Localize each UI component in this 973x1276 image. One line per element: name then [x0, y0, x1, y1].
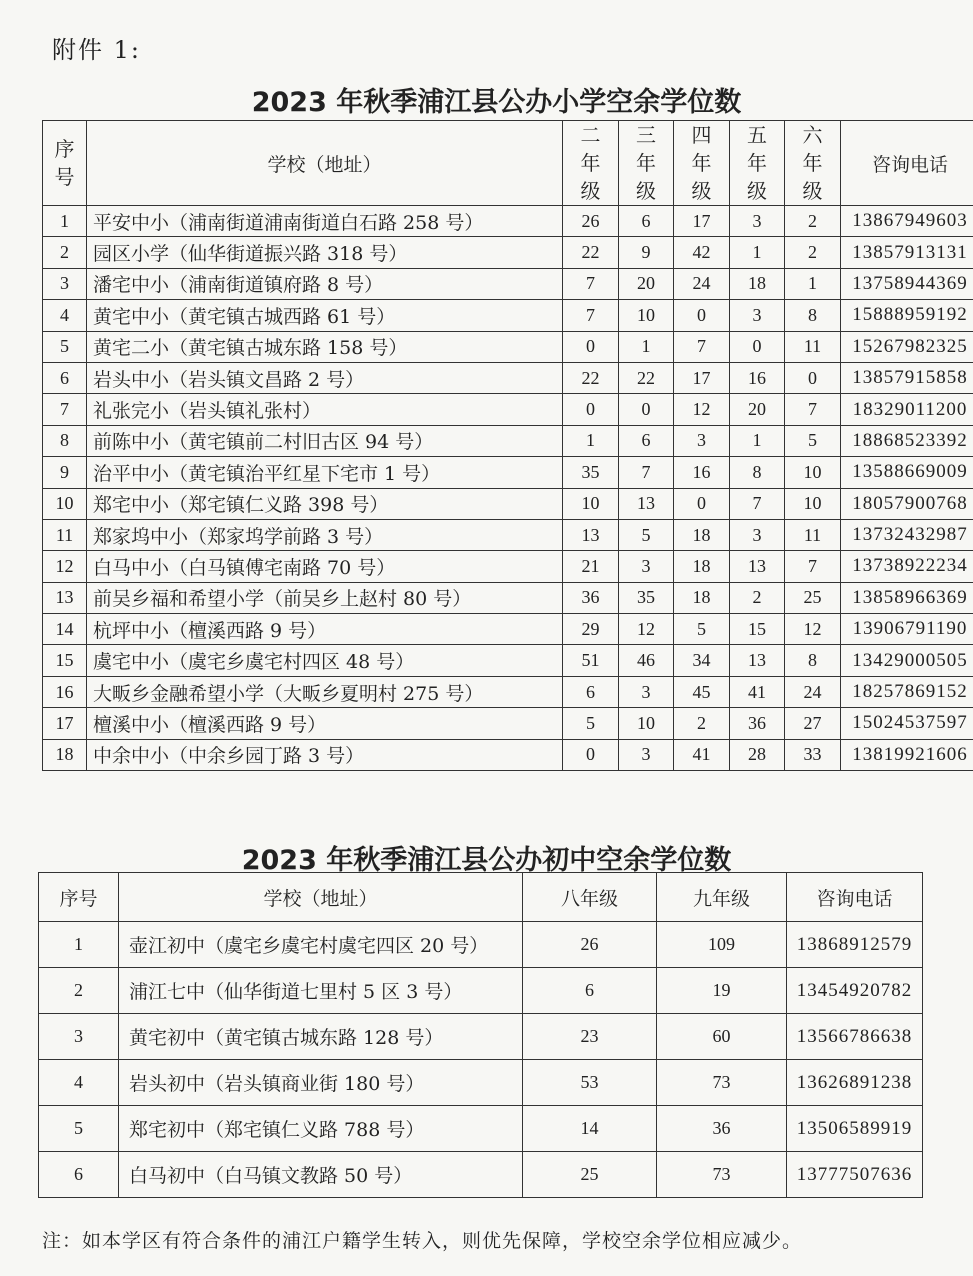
middle-school-table	[38, 872, 923, 1198]
cell-phone: 13857915858	[841, 362, 973, 393]
cell-grade-3: 1	[619, 331, 674, 362]
cell-grade-6: 5	[785, 425, 841, 456]
cell-grade-4: 24	[674, 268, 730, 299]
table-row	[39, 1106, 923, 1152]
cell-grade-5: 18	[730, 268, 785, 299]
cell-grade-5: 16	[730, 362, 785, 393]
cell-grade-6: 10	[785, 488, 841, 519]
table-row	[43, 551, 973, 582]
cell-phone: 13858966369	[841, 582, 973, 613]
primary-school-table	[42, 120, 973, 771]
cell-grade-3: 10	[619, 708, 674, 739]
cell-index: 3	[39, 1014, 119, 1060]
table-row	[43, 300, 973, 331]
cell-grade-3: 3	[619, 739, 674, 770]
header-phone: 咨询电话	[787, 873, 923, 922]
cell-grade-2: 0	[563, 394, 619, 425]
cell-school: 白马初中（白马镇文教路 50 号）	[119, 1152, 523, 1198]
cell-phone: 13506589919	[787, 1106, 923, 1152]
cell-grade-8: 53	[523, 1060, 657, 1106]
cell-grade-3: 46	[619, 645, 674, 676]
cell-grade-4: 0	[674, 300, 730, 331]
cell-grade-6: 8	[785, 300, 841, 331]
cell-phone: 18057900768	[841, 488, 973, 519]
cell-grade-4: 18	[674, 582, 730, 613]
cell-grade-2: 1	[563, 425, 619, 456]
header-grade-6: 六 年 级	[785, 121, 841, 206]
table-row	[43, 488, 973, 519]
cell-grade-4: 45	[674, 676, 730, 707]
cell-school: 白马中小（白马镇傅宅南路 70 号）	[87, 551, 563, 582]
cell-index: 1	[39, 922, 119, 968]
header-school: 学校（地址）	[87, 121, 563, 206]
cell-phone: 13454920782	[787, 968, 923, 1014]
cell-index: 6	[43, 362, 87, 393]
cell-grade-9: 73	[657, 1152, 787, 1198]
cell-index: 2	[43, 237, 87, 268]
cell-school: 杭坪中小（檀溪西路 9 号）	[87, 614, 563, 645]
cell-grade-3: 3	[619, 676, 674, 707]
cell-index: 8	[43, 425, 87, 456]
cell-school: 前陈中小（黄宅镇前二村旧古区 94 号）	[87, 425, 563, 456]
cell-grade-6: 25	[785, 582, 841, 613]
table-row	[43, 362, 973, 393]
cell-school: 礼张完小（岩头镇礼张村）	[87, 394, 563, 425]
cell-grade-2: 13	[563, 519, 619, 550]
cell-index: 7	[43, 394, 87, 425]
cell-phone: 13738922234	[841, 551, 973, 582]
cell-school: 郑家坞中小（郑家坞学前路 3 号）	[87, 519, 563, 550]
cell-grade-2: 26	[563, 206, 619, 237]
cell-grade-9: 19	[657, 968, 787, 1014]
cell-index: 9	[43, 457, 87, 488]
cell-index: 17	[43, 708, 87, 739]
cell-school: 黄宅中小（黄宅镇古城西路 61 号）	[87, 300, 563, 331]
cell-index: 13	[43, 582, 87, 613]
header-school: 学校（地址）	[119, 873, 523, 922]
cell-index: 4	[43, 300, 87, 331]
table-header-row	[39, 873, 923, 922]
cell-grade-5: 3	[730, 206, 785, 237]
cell-grade-2: 29	[563, 614, 619, 645]
cell-grade-8: 14	[523, 1106, 657, 1152]
cell-school: 中余中小（中余乡园丁路 3 号）	[87, 739, 563, 770]
cell-grade-3: 35	[619, 582, 674, 613]
cell-grade-4: 2	[674, 708, 730, 739]
table-row	[39, 968, 923, 1014]
cell-school: 岩头中小（岩头镇文昌路 2 号）	[87, 362, 563, 393]
cell-phone: 15267982325	[841, 331, 973, 362]
cell-grade-5: 3	[730, 519, 785, 550]
cell-school: 园区小学（仙华街道振兴路 318 号）	[87, 237, 563, 268]
cell-index: 18	[43, 739, 87, 770]
table-row	[43, 268, 973, 299]
cell-grade-3: 9	[619, 237, 674, 268]
table-row	[43, 739, 973, 770]
cell-grade-2: 22	[563, 362, 619, 393]
cell-grade-6: 10	[785, 457, 841, 488]
cell-index: 5	[39, 1106, 119, 1152]
cell-index: 16	[43, 676, 87, 707]
cell-grade-2: 36	[563, 582, 619, 613]
cell-grade-6: 0	[785, 362, 841, 393]
cell-school: 檀溪中小（檀溪西路 9 号）	[87, 708, 563, 739]
header-index: 序号	[39, 873, 119, 922]
cell-school: 岩头初中（岩头镇商业街 180 号）	[119, 1060, 523, 1106]
cell-grade-2: 22	[563, 237, 619, 268]
cell-grade-5: 20	[730, 394, 785, 425]
cell-grade-2: 7	[563, 268, 619, 299]
cell-phone: 13429000505	[841, 645, 973, 676]
cell-grade-5: 1	[730, 237, 785, 268]
cell-school: 潘宅中小（浦南街道镇府路 8 号）	[87, 268, 563, 299]
cell-index: 1	[43, 206, 87, 237]
cell-index: 12	[43, 551, 87, 582]
cell-grade-4: 7	[674, 331, 730, 362]
table-row	[43, 708, 973, 739]
cell-grade-3: 6	[619, 425, 674, 456]
cell-index: 3	[43, 268, 87, 299]
cell-index: 14	[43, 614, 87, 645]
cell-grade-2: 5	[563, 708, 619, 739]
cell-grade-6: 11	[785, 519, 841, 550]
cell-grade-6: 2	[785, 237, 841, 268]
cell-grade-9: 36	[657, 1106, 787, 1152]
cell-grade-6: 11	[785, 331, 841, 362]
cell-phone: 13732432987	[841, 519, 973, 550]
table-row	[43, 614, 973, 645]
cell-grade-8: 25	[523, 1152, 657, 1198]
cell-index: 10	[43, 488, 87, 519]
cell-school: 治平中小（黄宅镇治平红星下宅市 1 号）	[87, 457, 563, 488]
table-row	[43, 237, 973, 268]
cell-grade-2: 0	[563, 739, 619, 770]
cell-index: 4	[39, 1060, 119, 1106]
table-header-row	[43, 121, 973, 206]
cell-grade-5: 13	[730, 551, 785, 582]
table-row	[43, 394, 973, 425]
cell-school: 虞宅中小（虞宅乡虞宅村四区 48 号）	[87, 645, 563, 676]
cell-grade-6: 24	[785, 676, 841, 707]
table-row	[43, 676, 973, 707]
table-row	[43, 519, 973, 550]
cell-grade-3: 22	[619, 362, 674, 393]
cell-grade-4: 41	[674, 739, 730, 770]
cell-grade-4: 12	[674, 394, 730, 425]
cell-grade-3: 7	[619, 457, 674, 488]
cell-school: 平安中小（浦南街道浦南街道白石路 258 号）	[87, 206, 563, 237]
cell-grade-8: 26	[523, 922, 657, 968]
cell-index: 6	[39, 1152, 119, 1198]
cell-phone: 13867949603	[841, 206, 973, 237]
table-row	[43, 457, 973, 488]
middle-table-title: 2023 年秋季浦江县公办初中空余学位数	[241, 845, 732, 876]
cell-grade-5: 41	[730, 676, 785, 707]
cell-grade-6: 33	[785, 739, 841, 770]
cell-grade-6: 7	[785, 394, 841, 425]
cell-grade-4: 17	[674, 206, 730, 237]
cell-grade-3: 5	[619, 519, 674, 550]
cell-grade-5: 2	[730, 582, 785, 613]
cell-phone: 13857913131	[841, 237, 973, 268]
cell-grade-3: 3	[619, 551, 674, 582]
cell-grade-3: 0	[619, 394, 674, 425]
cell-phone: 18257869152	[841, 676, 973, 707]
cell-grade-5: 1	[730, 425, 785, 456]
cell-phone: 13626891238	[787, 1060, 923, 1106]
table-row	[39, 1060, 923, 1106]
cell-phone: 18329011200	[841, 394, 973, 425]
cell-grade-9: 73	[657, 1060, 787, 1106]
cell-grade-2: 51	[563, 645, 619, 676]
cell-grade-2: 10	[563, 488, 619, 519]
cell-grade-5: 0	[730, 331, 785, 362]
cell-grade-5: 36	[730, 708, 785, 739]
cell-grade-5: 8	[730, 457, 785, 488]
table-row	[43, 645, 973, 676]
cell-phone: 15024537597	[841, 708, 973, 739]
header-grade-2: 二 年 级	[563, 121, 619, 206]
table-row	[43, 206, 973, 237]
cell-grade-5: 15	[730, 614, 785, 645]
cell-grade-9: 60	[657, 1014, 787, 1060]
cell-grade-4: 5	[674, 614, 730, 645]
cell-school: 前吴乡福和希望小学（前吴乡上赵村 80 号）	[87, 582, 563, 613]
cell-phone: 13819921606	[841, 739, 973, 770]
cell-phone: 13588669009	[841, 457, 973, 488]
cell-grade-5: 13	[730, 645, 785, 676]
cell-grade-6: 8	[785, 645, 841, 676]
cell-grade-8: 6	[523, 968, 657, 1014]
cell-grade-6: 27	[785, 708, 841, 739]
footnote: 注：如本学区有符合条件的浦江户籍学生转入，则优先保障，学校空余学位相应减少。	[42, 1230, 803, 1252]
cell-phone: 15888959192	[841, 300, 973, 331]
header-index: 序 号	[43, 121, 87, 206]
cell-grade-3: 13	[619, 488, 674, 519]
header-grade-8: 八年级	[523, 873, 657, 922]
cell-grade-4: 18	[674, 519, 730, 550]
cell-phone: 13566786638	[787, 1014, 923, 1060]
cell-grade-4: 0	[674, 488, 730, 519]
header-phone: 咨询电话	[841, 121, 973, 206]
cell-school: 黄宅二小（黄宅镇古城东路 158 号）	[87, 331, 563, 362]
table-row	[43, 425, 973, 456]
cell-grade-8: 23	[523, 1014, 657, 1060]
cell-grade-4: 16	[674, 457, 730, 488]
cell-grade-5: 3	[730, 300, 785, 331]
cell-grade-5: 7	[730, 488, 785, 519]
cell-grade-4: 34	[674, 645, 730, 676]
cell-phone: 13777507636	[787, 1152, 923, 1198]
table-row	[39, 1014, 923, 1060]
cell-grade-3: 12	[619, 614, 674, 645]
cell-grade-2: 35	[563, 457, 619, 488]
cell-grade-9: 109	[657, 922, 787, 968]
cell-grade-2: 0	[563, 331, 619, 362]
header-grade-3: 三 年 级	[619, 121, 674, 206]
cell-phone: 13906791190	[841, 614, 973, 645]
cell-grade-4: 17	[674, 362, 730, 393]
cell-grade-6: 7	[785, 551, 841, 582]
header-grade-9: 九年级	[657, 873, 787, 922]
cell-grade-3: 20	[619, 268, 674, 299]
cell-grade-6: 1	[785, 268, 841, 299]
cell-school: 大畈乡金融希望小学（大畈乡夏明村 275 号）	[87, 676, 563, 707]
cell-index: 11	[43, 519, 87, 550]
cell-phone: 13868912579	[787, 922, 923, 968]
header-grade-5: 五 年 级	[730, 121, 785, 206]
cell-index: 5	[43, 331, 87, 362]
cell-grade-4: 3	[674, 425, 730, 456]
cell-grade-3: 10	[619, 300, 674, 331]
table-row	[43, 582, 973, 613]
cell-grade-2: 21	[563, 551, 619, 582]
cell-grade-3: 6	[619, 206, 674, 237]
cell-grade-2: 7	[563, 300, 619, 331]
cell-school: 郑宅中小（郑宅镇仁义路 398 号）	[87, 488, 563, 519]
attachment-label: 附件 1:	[52, 36, 141, 64]
cell-grade-5: 28	[730, 739, 785, 770]
cell-school: 郑宅初中（郑宅镇仁义路 788 号）	[119, 1106, 523, 1152]
cell-grade-4: 42	[674, 237, 730, 268]
table-row	[43, 331, 973, 362]
header-grade-4: 四 年 级	[674, 121, 730, 206]
cell-grade-4: 18	[674, 551, 730, 582]
cell-index: 15	[43, 645, 87, 676]
cell-grade-2: 6	[563, 676, 619, 707]
cell-phone: 13758944369	[841, 268, 973, 299]
cell-grade-6: 2	[785, 206, 841, 237]
table-row	[39, 922, 923, 968]
cell-school: 壶江初中（虞宅乡虞宅村虞宅四区 20 号）	[119, 922, 523, 968]
cell-school: 浦江七中（仙华街道七里村 5 区 3 号）	[119, 968, 523, 1014]
primary-table-title: 2023 年秋季浦江县公办小学空余学位数	[251, 87, 742, 118]
cell-index: 2	[39, 968, 119, 1014]
cell-grade-6: 12	[785, 614, 841, 645]
table-row	[39, 1152, 923, 1198]
cell-phone: 18868523392	[841, 425, 973, 456]
cell-school: 黄宅初中（黄宅镇古城东路 128 号）	[119, 1014, 523, 1060]
